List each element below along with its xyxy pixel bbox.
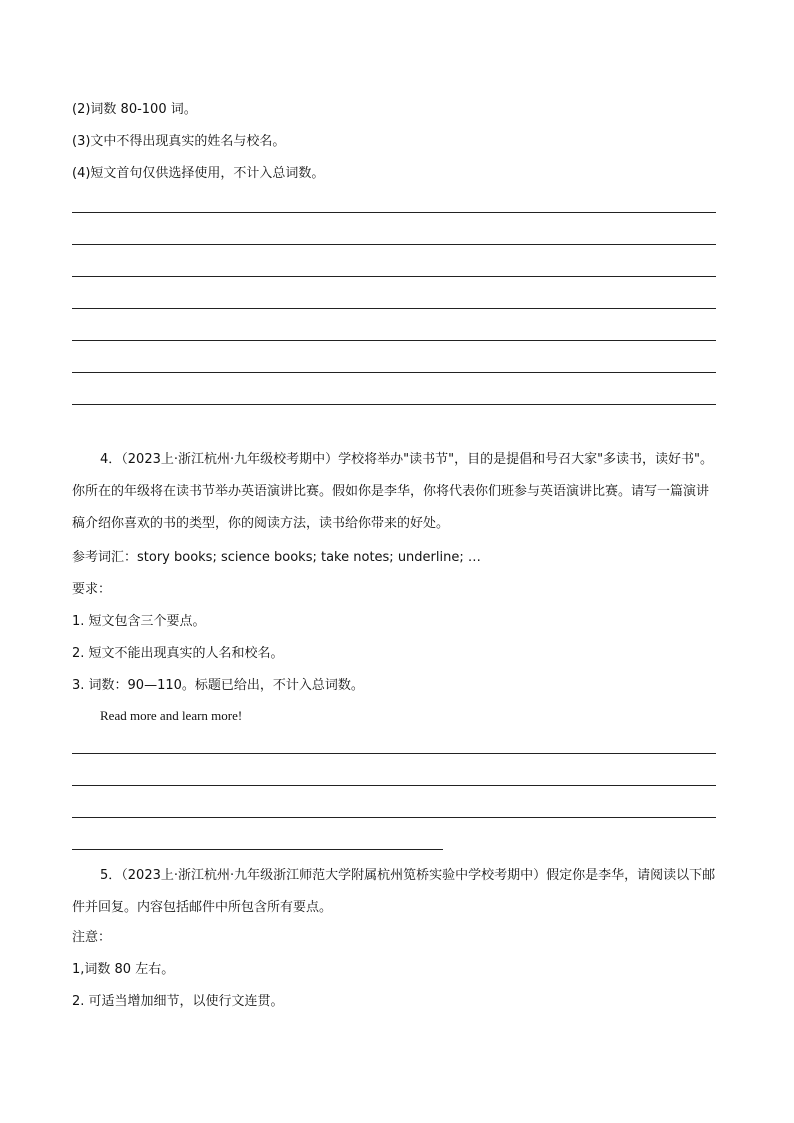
answer-line [72,753,716,754]
question-4-intro: 4．（2023上·浙江杭州·九年级校考期中）学校将举办"读书节"，目的是提倡和号召大家"多读书，读好书"。你所在的年级将在读书节举办英语演讲比赛。假如你是李华，你将代表你们班参与英语演讲比赛。请写一篇演讲稿介绍你喜欢的书的类型，你的阅读方法，读书给你带来的好处。 [72,452,714,531]
answer-line [72,276,716,277]
question-5-intro: 5．（2023上·浙江杭州·九年级浙江师范大学附属杭州笕桥实验中学校考期中）假定你是李华，请阅读以下邮件并回复。内容包括邮件中所包含所有要点。 [72,868,716,915]
question-5-note2: 2. 可适当增加细节，以使行文连贯。 [72,994,284,1009]
answer-line [72,785,716,786]
question-4-req3: 3. 词数：90—110。标题已给出，不计入总词数。 [72,678,364,693]
answer-line [72,404,716,405]
answer-line [72,817,716,818]
answer-line [72,244,716,245]
question-4-given-title: Read more and learn more! [100,708,243,723]
question-4-vocab: 参考词汇：story books; science books; take notes; underline; … [72,550,481,565]
section3-req3: (3)文中不得出现真实的姓名与校名。 [72,134,286,149]
question-4-req1: 1. 短文包含三个要点。 [72,614,206,629]
section3-req2: (2)词数 80-100 词。 [72,102,197,117]
answer-line-short [72,849,443,850]
answer-line [72,340,716,341]
section3-req4: (4)短文首句仅供选择使用，不计入总词数。 [72,166,325,181]
question-5-note-title: 注意： [72,930,112,945]
answer-line [72,308,716,309]
question-5-note1: 1,词数 80 左右。 [72,962,175,977]
question-4-req2: 2. 短文不能出现真实的人名和校名。 [72,646,284,661]
answer-line [72,212,716,213]
question-4-requirements-title: 要求： [72,582,112,597]
answer-line [72,372,716,373]
